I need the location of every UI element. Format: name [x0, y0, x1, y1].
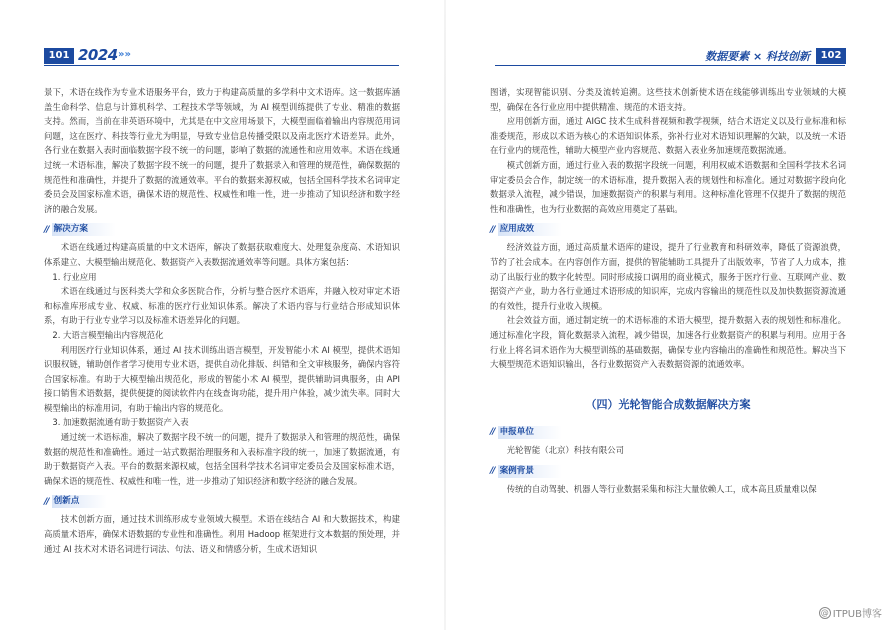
- right-page-number: 102: [816, 48, 846, 64]
- left-page-number: 101: [44, 48, 74, 64]
- watermark-text: ITPUB博客: [832, 609, 882, 620]
- paragraph: 景下，术语在线作为专业术语服务平台，致力于构建高质量的多学科中文术语库。这一数据库涵盖生命科学、信息与计算机科学、工程技术学等领域，为 AI 模型训练提供了专业、精准的数据支持。然而，当前在非英语环境中，尤其是在中文应用场景下，大模型面临着输出内容规范用词问题，这在医疗、科技等行业尤为明显，导致专业信息传播受限以及南北医疗术语差异。此外，各行业在数据入表时面临数据字段不统一的问题，影响了数据的流通性和应用效率。术语在线通过统一术语标准，解决了数据字段不统一的问题，提升了数据录入和管理的规范性，确保数据的规范性和准确性，并提升了数据的流通效率。平台的数据来源权威，包括全国科学技术名词审定委员会及国家标准术语，确保术语的规范性、权威性和唯一性，进一步推动了知识经济和数字经济的融合发展。: [44, 87, 400, 214]
- paragraph: 技术创新方面，通过技术训练形成专业领域大模型。术语在线结合 AI 和大数据技术，构建高质量术语库，确保术语数据的专业性和准确性。利用 Hadoop 框架进行文本数据的预处理，并通过 AI 技术对术语名词进行词法、句法、语义和情感分析，生成术语知识: [44, 514, 400, 554]
- left-page-header: [0, 45, 445, 67]
- left-page-body: [44, 85, 400, 556]
- list-heading: 3. 加速数据流通有助于数据资产入表: [52, 417, 189, 428]
- section-heading-solution: [44, 223, 400, 236]
- paragraph: 利用医疗行业知识体系，通过 AI 技术训练出语言模型，开发智能小术 AI 模型，提供术语知识服权链，辅助创作者学习使用专业术语，提供自动化排版、纠错和全文审核服务，确保内容符合国家标准。有助于大模型输出规范化，形成的智能小术 AI 模型，提供辅助词典服务，由 API 接口销售术语数据，提供便捷的阅读软件内在线查询功能，提升用户体验，减少流失率。同时大模型输出的标准用词，有助于输出内容的规范化。: [44, 344, 400, 413]
- paragraph: 术语在线通过构建高质量的中文术语库，解决了数据获取难度大、处理复杂度高、术语知识体系建立、大模型输出规范化、数据资产入表数据流通效率等问题。具体方案包括：: [44, 242, 400, 267]
- slash-marker-icon: //: [490, 427, 495, 438]
- header-rule: [495, 65, 845, 66]
- section-label: 申报单位: [498, 426, 562, 439]
- slash-marker-icon: //: [490, 224, 495, 235]
- section-heading-applicant: [490, 426, 846, 439]
- paragraph: 经济效益方面，通过高质量术语库的建设，提升了行业教育和科研效率，降低了资源浪费，节约了社会成本。在内容创作方面，提供的智能辅助工具提升了出版效率，节省了人力成本，推动了出版行业的数字化转型。同时形成接口调用的商业模式，服务于医疗行业、互联网产业、数据资产产业，助力各行业通过术语形成的知识库，完成内容输出的规范性以及加快数据资源流通的有效性，提升行业收入规模。: [490, 242, 846, 311]
- slash-marker-icon: //: [44, 224, 49, 235]
- section-label: 解决方案: [52, 223, 116, 236]
- paragraph: 图谱，实现智能识别、分类及流转追溯。这些技术创新使术语在线能够训练出专业领域的大模型，确保在各行业应用中提供精准、规范的术语支持。: [490, 87, 846, 112]
- slash-marker-icon: //: [44, 496, 49, 507]
- list-heading: 2. 大语言模型输出内容规范化: [52, 329, 164, 340]
- section-heading-innovation: [44, 495, 400, 508]
- section-heading-results: [490, 223, 846, 236]
- paragraph: 光轮智能（北京）科技有限公司: [506, 445, 625, 456]
- running-title: 数据要素 × 科技创新: [705, 50, 810, 63]
- section-label: 案例背景: [498, 465, 562, 478]
- year-logo: 2024: [78, 46, 118, 64]
- paragraph: 应用创新方面，通过 AIGC 技术生成科普视频和教学视频，结合术语定义以及行业标准和标准委规范，形成以术语为核心的术语知识体系，弥补行业对术语知识理解的欠缺，以及统一术语在行业内的规范性，辅助大模型产业内容规范、数据入表业务加速规范数据流通。: [490, 116, 846, 156]
- list-heading: 1. 行业应用: [52, 271, 97, 282]
- watermark: [819, 605, 882, 620]
- right-page-header: [445, 45, 890, 67]
- section-label: 创新点: [52, 495, 108, 508]
- header-rule: [44, 65, 399, 66]
- at-sign-icon: @: [820, 607, 829, 617]
- section-heading-background: [490, 465, 846, 478]
- section-label: 应用成效: [498, 223, 562, 236]
- book-spine: [444, 0, 446, 630]
- paragraph: 传统的自动驾驶、机器人等行业数据采集和标注大量依赖人工，成本高且质量难以保: [506, 483, 817, 494]
- paragraph: 社会效益方面，通过制定统一的术语标准的术语大模型，提升数据入表的规划性和标准化。通过标准化字段，简化数据录入流程，减少错误，加速各行业数据资产的积累与利用。应用于各行业上将名词术语作为大模型训练的基础数据，确保专业内容输出的准确性和规范性。解决当下大模型规范术语知识输出，各行业数据资产入表数据资源的流通效率。: [490, 315, 846, 370]
- right-page-body: [490, 85, 846, 496]
- chevron-right-icon: »»: [118, 49, 131, 60]
- slash-marker-icon: //: [490, 466, 495, 477]
- chapter-title: （四）光轮智能合成数据解决方案: [585, 397, 751, 411]
- paragraph: 通过统一术语标准，解决了数据字段不统一的问题，提升了数据录入和管理的规范性，确保数据的规范性和准确性。通过一站式数据治理服务和入表标准字段的统一，加速了数据流通，有助于数据资产入表。平台的数据来源权威，包括全国科学技术名词审定委员会及国家标准术语，确保术语的规范性、权威性和唯一性，进一步推动了知识经济和数字经济的融合发展。: [44, 432, 400, 486]
- paragraph: 术语在线通过与医科类大学和众多医院合作，分析与整合医疗术语库，并融入校对审定术语和标准库形成专业、权威、标准的医疗行业知识体系。解决了术语内容与行业结合形成知识体系，有助于行业专业学习以及标准术语差异化的问题。: [44, 286, 400, 326]
- paragraph: 模式创新方面，通过行业入表的数据字段统一问题，利用权威术语数据和全国科学技术名词审定委员会合作，制定统一的术语标准，提升数据入表的规划性和标准化。通过对数据字段向化数据录入流程，减少错误，加速数据资产的积累与利用。这种标准化管理不仅提升了数据的规范性和准确性，也为行业数据的高效应用奠定了基础。: [490, 159, 846, 214]
